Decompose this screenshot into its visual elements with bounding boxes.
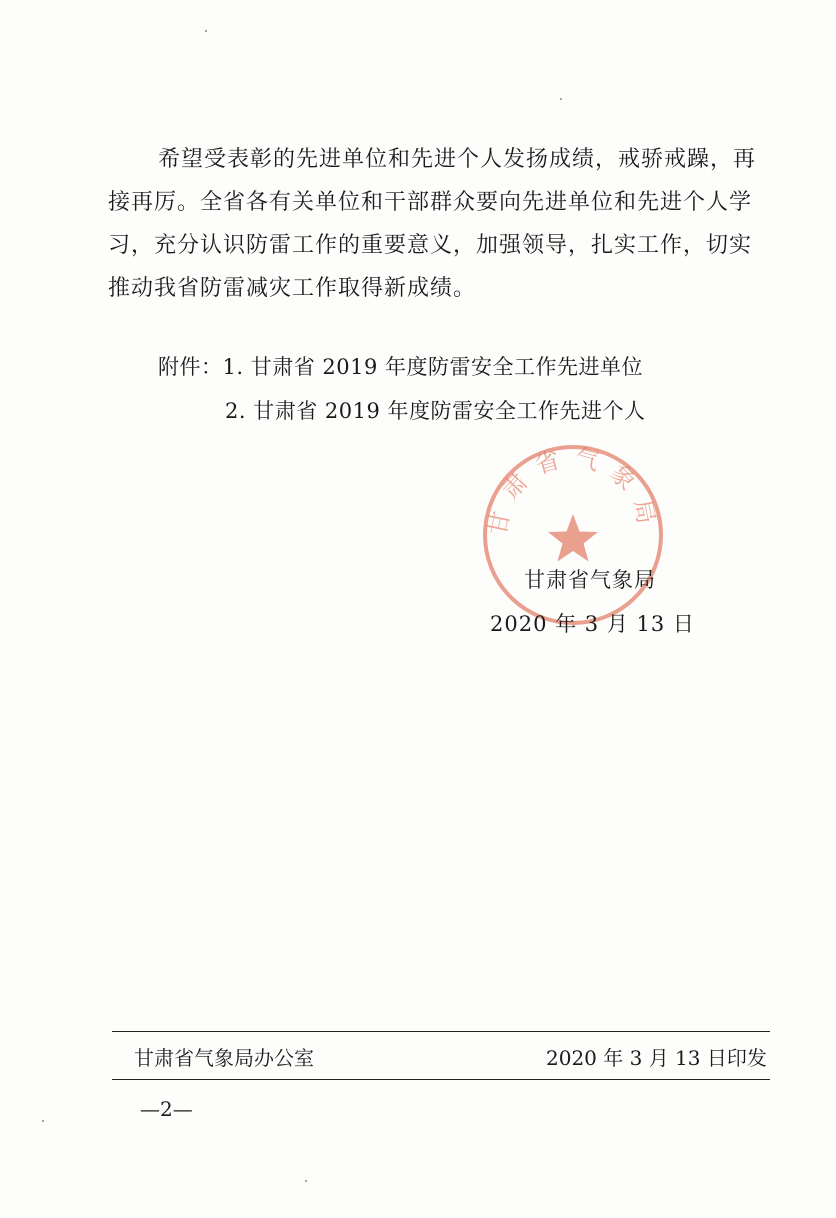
footer-rule-bottom bbox=[112, 1079, 770, 1080]
paper-speck bbox=[560, 98, 562, 100]
issuer-name: 甘肃省气象局 bbox=[524, 568, 656, 592]
official-seal-icon bbox=[478, 440, 668, 630]
body-paragraph-text: 希望受表彰的先进单位和先进个人发扬成绩，戒骄戒躁，再接再厉。全省各有关单位和干部群众要向先进单位和先进个人学习，充分认识防雷工作的重要意义，加强领导，扎实工作，切实推动我省防雷减灾工作取得新成绩。 bbox=[108, 147, 757, 301]
paper-speck bbox=[42, 1120, 44, 1122]
paper-speck bbox=[305, 1180, 307, 1182]
attachment-item-1-text: 1. 甘肃省 2019 年度防雷安全工作先进单位 bbox=[222, 355, 644, 379]
paper-speck bbox=[205, 30, 207, 32]
attachment-label: 附件： bbox=[158, 355, 223, 379]
footer-office: 甘肃省气象局办公室 bbox=[134, 1046, 314, 1070]
attachment-item-1 bbox=[158, 352, 643, 382]
issue-date: 2020 年 3 月 13 日 bbox=[490, 612, 695, 636]
footer-print-date: 2020 年 3 月 13 日印发 bbox=[546, 1046, 767, 1070]
page-number: —2— bbox=[140, 1097, 193, 1121]
attachment-item-2: 2. 甘肃省 2019 年度防雷安全工作先进个人 bbox=[225, 399, 646, 423]
body-paragraph bbox=[108, 138, 768, 310]
svg-text:甘肃省气象局: 甘肃省气象局 bbox=[483, 442, 663, 538]
footer-rule-top bbox=[112, 1031, 770, 1032]
